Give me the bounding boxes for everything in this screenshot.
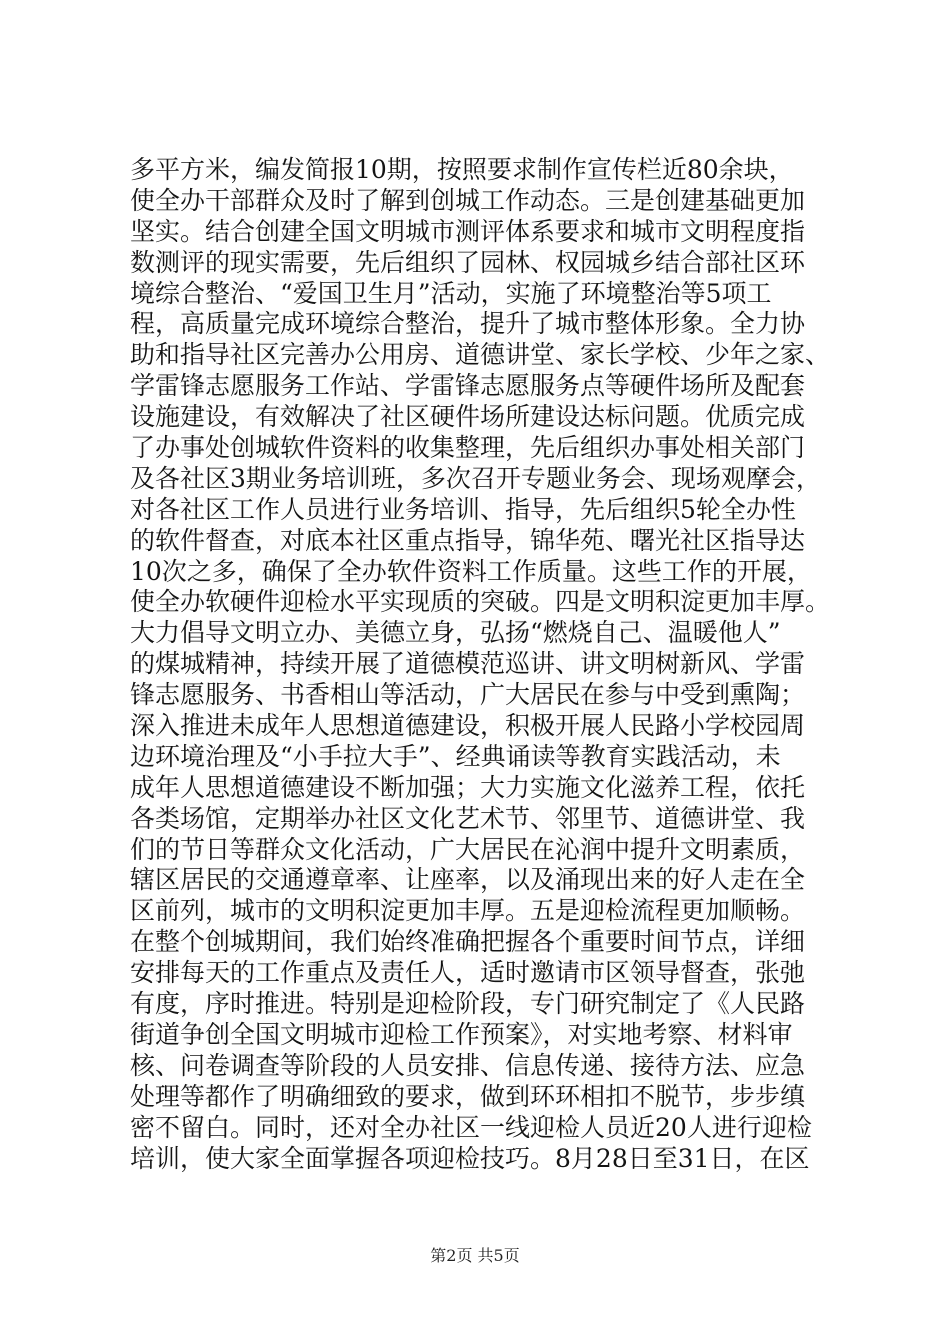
text-line: 使全办干部群众及时了解到创城工作动态。三是创建基础更加 (130, 185, 806, 215)
text-line: 区前列，城市的文明积淀更加丰厚。五是迎检流程更加顺畅。 (130, 896, 806, 926)
text-line: 在整个创城期间，我们始终准确把握各个重要时间节点，详细 (130, 927, 806, 957)
text-line: 培训，使大家全面掌握各项迎检技巧。8月28日至31日，在区 (130, 1143, 810, 1173)
text-line: 设施建设，有效解决了社区硬件场所建设达标问题。优质完成 (130, 402, 806, 432)
text-line: 们的节日等群众文化活动，广大居民在沁润中提升文明素质， (130, 834, 806, 864)
text-line: 数测评的现实需要，先后组织了园林、权园城乡结合部社区环 (130, 247, 806, 277)
text-line: 坚实。结合创建全国文明城市测评体系要求和城市文明程度指 (130, 216, 806, 246)
text-line: 核、问卷调查等阶段的人员安排、信息传递、接待方法、应急 (130, 1050, 806, 1080)
text-line: 助和指导社区完善办公用房、道德讲堂、家长学校、少年之家、 (130, 340, 830, 370)
text-line: 使全办软硬件迎检水平实现质的突破。四是文明积淀更加丰厚。 (130, 587, 830, 617)
text-line: 境综合整治、“爱国卫生月”活动，实施了环境整治等5项工 (130, 278, 772, 308)
page-footer: 第2页 共5页 (430, 1246, 520, 1265)
text-line: 了办事处创城软件资料的收集整理，先后组织办事处相关部门 (130, 433, 806, 463)
text-line: 有度，序时推进。特别是迎检阶段，专门研究制定了《人民路 (130, 989, 806, 1019)
text-line: 10次之多，确保了全办软件资料工作质量。这些工作的开展， (130, 556, 812, 586)
text-line: 处理等都作了明确细致的要求，做到环环相扣不脱节，步步缜 (130, 1081, 806, 1111)
text-line: 深入推进未成年人思想道德建设，积极开展人民路小学校园周 (130, 711, 806, 741)
text-line: 多平方米，编发简报10期，按照要求制作宣传栏近80余块， (130, 155, 794, 184)
text-line: 的软件督查，对底本社区重点指导，锦华苑、曙光社区指导达 (130, 525, 806, 555)
text-line: 及各社区3期业务培训班，多次召开专题业务会、现场观摩会， (130, 463, 821, 493)
body-text (130, 155, 830, 1174)
text-line: 的煤城精神，持续开展了道德模范巡讲、讲文明树新风、学雷 (130, 649, 806, 679)
text-line: 边环境治理及“小手拉大手”、经典诵读等教育实践活动，未 (130, 741, 781, 771)
text-line: 程，高质量完成环境综合整治，提升了城市整体形象。全力协 (130, 309, 806, 339)
text-line: 对各社区工作人员进行业务培训、指导，先后组织5轮全办性 (130, 494, 796, 524)
text-line: 安排每天的工作重点及责任人，适时邀请市区领导督查，张弛 (130, 958, 806, 988)
text-line: 大力倡导文明立办、美德立身，弘扬“燃烧自己、温暖他人” (130, 618, 781, 648)
text-line: 辖区居民的交通遵章率、让座率，以及涌现出来的好人走在全 (130, 865, 806, 895)
text-line: 密不留白。同时，还对全办社区一线迎检人员近20人进行迎检 (130, 1112, 812, 1142)
text-line: 各类场馆，定期举办社区文化艺术节、邻里节、道德讲堂、我 (130, 803, 806, 833)
text-line: 街道争创全国文明城市迎检工作预案》，对实地考察、材料审 (130, 1019, 793, 1049)
text-line: 成年人思想道德建设不断加强；大力实施文化滋养工程，依托 (130, 772, 806, 802)
text-line: 学雷锋志愿服务工作站、学雷锋志愿服务点等硬件场所及配套 (130, 371, 806, 401)
text-line: 锋志愿服务、书香相山等活动，广大居民在参与中受到熏陶； (130, 680, 806, 710)
